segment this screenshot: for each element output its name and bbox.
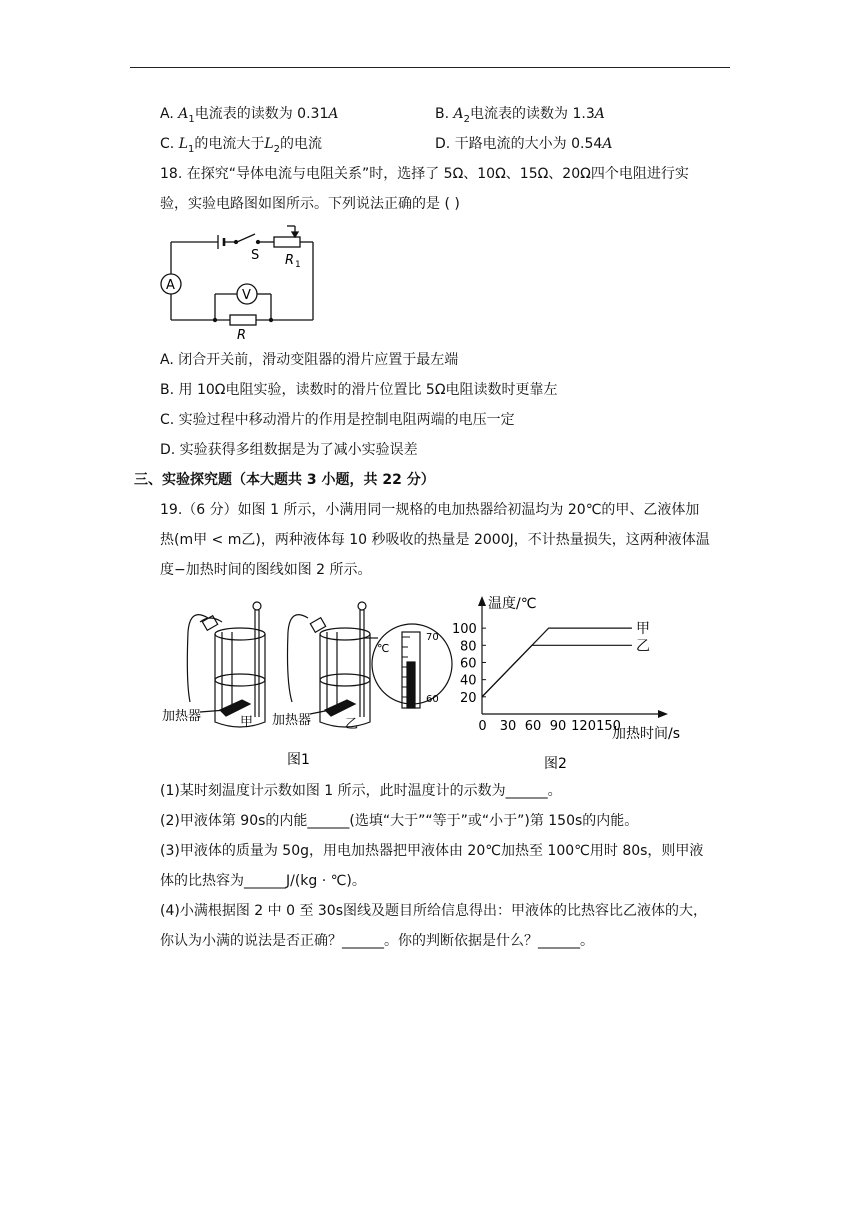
thermometer-tick-70: 70 [426,632,439,643]
y-tick-label: 60 [460,656,477,672]
header-rule [130,67,730,68]
q19-part4-line1: (4)小满根据图 2 中 0 至 30s图线及题目所给信息得出：甲液体的比热容比乙液体的大， [160,903,708,919]
y-tick-label: 100 [452,622,477,638]
option-17d: D. 干路电流的大小为 0.54A [435,136,613,152]
y-tick-label: 80 [460,639,477,655]
series-line [482,628,632,697]
section-title: 三、实验探究题（本大题共 3 小题，共 22 分） [134,472,435,488]
q19-stem-line3: 度−加热时间的图线如图 2 所示。 [160,562,372,578]
y-tick-label: 20 [460,690,477,706]
x-axis-label: 加热时间/s [612,726,681,742]
switch-label: S [251,248,260,263]
rheostat-subscript: 1 [295,260,301,270]
q18-option-a: A. 闭合开关前，滑动变阻器的滑片应置于最左端 [160,352,459,368]
q19-stem-line2: 热(m甲 < m乙)，两种液体每 10 秒吸收的热量是 2000J，不计热量损失，这两种液体温 [160,532,710,548]
y-tick-label: 40 [460,673,477,689]
series-label: 甲 [635,621,650,638]
thermometer-unit: ℃ [377,642,390,655]
q18-stem-line1: 18. 在探究“导体电流与电阻关系”时，选择了 5Ω、10Ω、15Ω、20Ω四个电阻进行实 [160,166,689,182]
q19-part2: (2)甲液体第 90s的内能______(选填“大于”“等于”或“小于”)第 150s的内能。 [160,813,639,829]
x-tick-label: 150 [596,719,621,734]
rheostat-label: R [285,253,295,268]
x-tick-label: 0 [478,719,487,734]
q18-option-c: C. 实验过程中移动滑片的作用是控制电阻两端的电压一定 [160,412,515,428]
q19-part3-line1: (3)甲液体的质量为 50g，用电加热器把甲液体由 20℃加热至 100℃用时 80s，则甲液 [160,843,704,859]
resistor-label: R [237,328,247,342]
option-17c: C. $L_1$的电流大于$L_2$的电流 [160,136,323,155]
x-tick-label: 60 [524,719,542,734]
liquid-label-yi: 乙 [345,717,359,732]
x-tick-label: 30 [499,719,517,734]
heater-label-2: 加热器 [272,713,312,728]
option-17b: B. $A_2$电流表的读数为 1.3A [435,106,605,125]
series-label: 乙 [635,638,650,655]
ammeter-label: A [166,278,175,293]
option-17a: A. $A_1$电流表的读数为 0.31A [160,106,339,125]
q19-part4-line2: 你认为小满的说法是否正确？______。你的判断依据是什么？______。 [160,933,594,949]
x-axis-arrow [658,710,668,718]
heater-label-1: 加热器 [162,709,202,724]
y-axis-arrow [478,596,486,606]
figure1-heating-apparatus [160,592,460,772]
q18-option-d: D. 实验获得多组数据是为了减小实验误差 [160,442,418,458]
q19-part1: (1)某时刻温度计示数如图 1 所示，此时温度计的示数为______。 [160,783,562,799]
series-line [482,645,632,697]
x-tick-label: 90 [549,719,567,734]
circuit-diagram [155,222,325,342]
q18-stem-line2: 验，实验电路图如图所示。下列说法正确的是 ( ) [160,196,460,212]
voltmeter-label: V [242,288,251,303]
q19-stem-line1: 19.（6 分）如图 1 所示，小满用同一规格的电加热器给初温均为 20℃的甲、乙液体加 [160,502,700,518]
y-axis-label: 温度/℃ [488,596,537,612]
figure2-caption: 图2 [544,756,567,772]
liquid-label-jia: 甲 [240,715,254,730]
figure2-temperature-chart [440,588,710,774]
x-tick-label: 120 [571,719,596,734]
figure1-caption: 图1 [287,752,310,768]
q18-option-b: B. 用 10Ω电阻实验，读数时的滑片位置比 5Ω电阻读数时更靠左 [160,382,558,398]
thermometer-tick-60: 60 [426,694,439,705]
q19-part3-line2: 体的比热容为______J/(kg · ℃)。 [160,873,366,889]
